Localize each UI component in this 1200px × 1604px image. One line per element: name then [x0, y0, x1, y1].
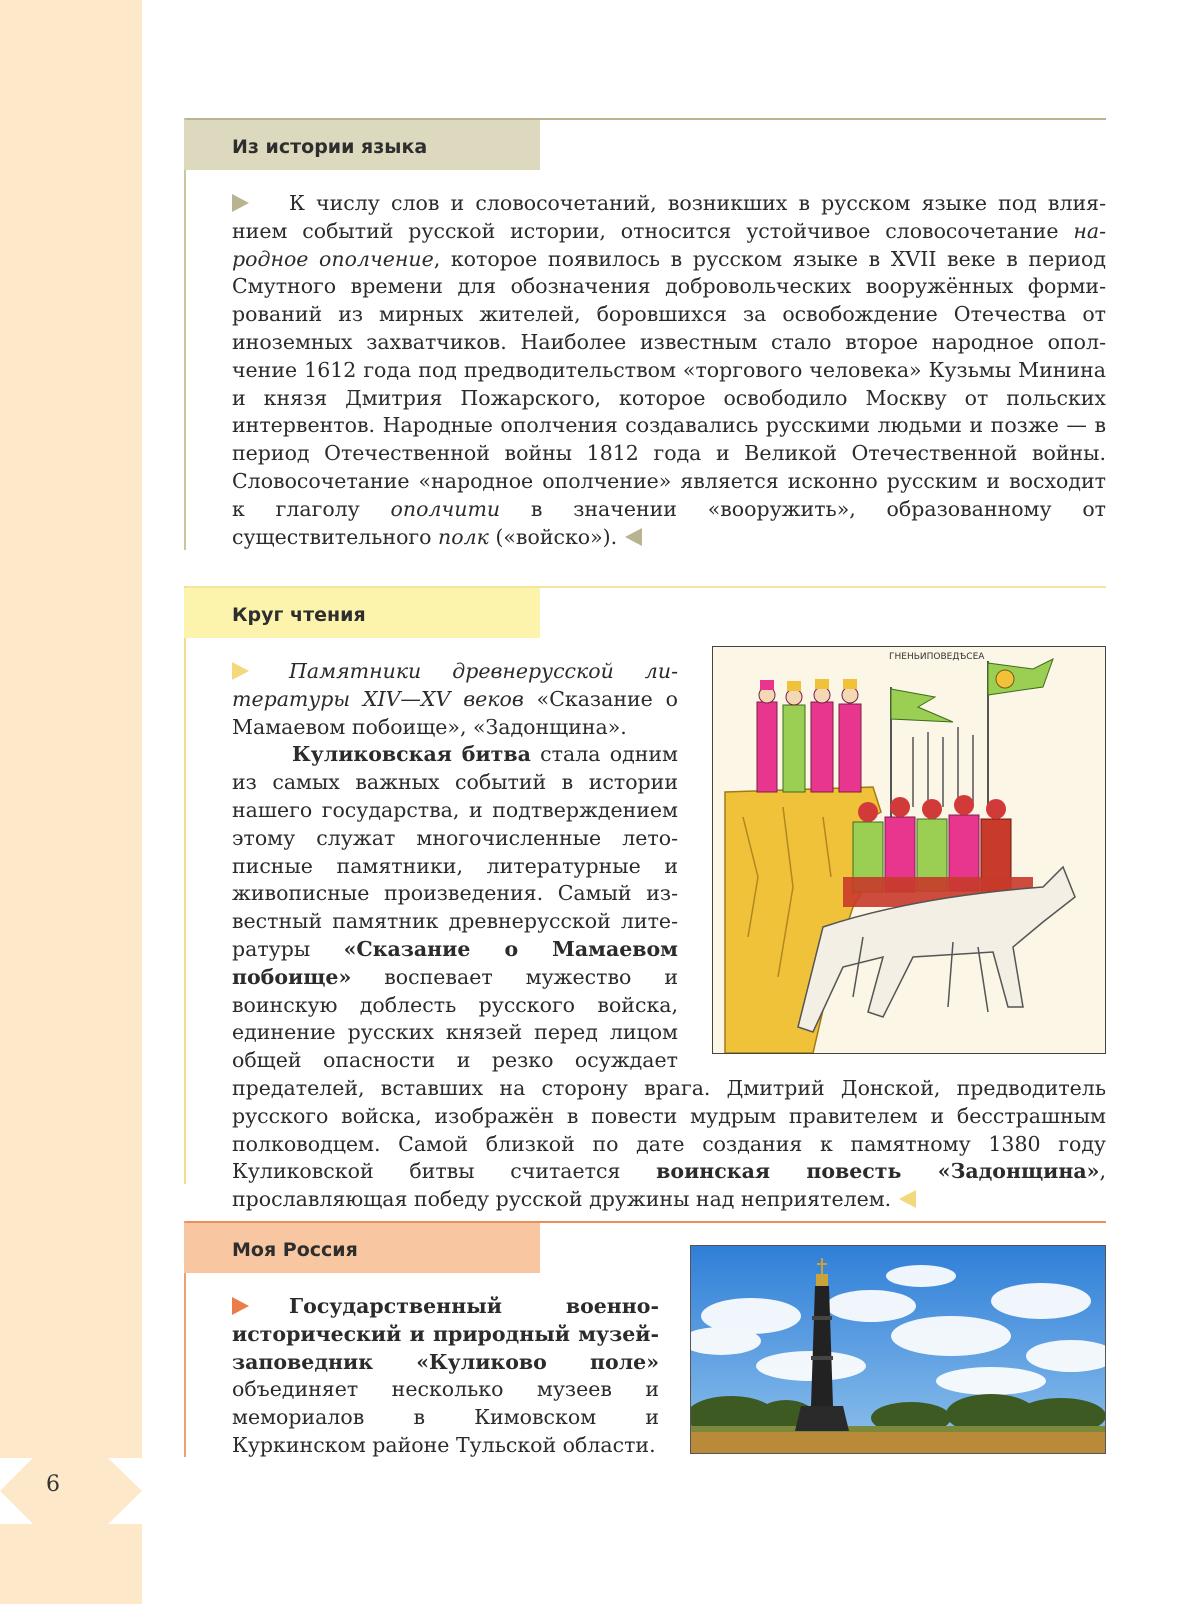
kulikovo-monument-photo	[690, 1245, 1106, 1454]
start-marker-icon	[232, 1297, 249, 1315]
start-marker-icon	[232, 194, 249, 212]
history-of-language-section	[184, 118, 1106, 550]
section-body-text: К числу слов и словосочетаний, возникших в русском языке под влиянием событий русской истории, относится устойчивое словосочетание народное ополчение, которое появилось в русском языке в XVII веке в период Смутного времени для обозначения добровольческих вооружённых формирований из мирных жителей, боровшихся за освобождение Отечества от иноземных захватчиков. Наиболее известным стало второе народное ополчение 1612 года под предводительством «торгового человека» Кузьмы Минина и князя Дмитрия Пожарского, которое освободило Москву от польских интервентов. Народные ополчения создавались русскими людьми и позже — в период Отечественной войны 1812 года и Великой Отечественной войны. Словосочетание «народное ополчение» является исконно русским и восходит к глаголу ополчити в значении «вооружить», образованному от существительного полк («войско»).	[232, 191, 1107, 549]
reading-circle-section	[184, 586, 1106, 1212]
section-left-rule	[184, 586, 186, 1184]
section-title-tab	[184, 588, 540, 638]
chronicle-miniature-illustration	[712, 646, 1106, 1054]
section-title-tab	[184, 120, 540, 170]
section-title: Круг чтения	[232, 604, 366, 626]
start-marker-icon	[232, 662, 249, 680]
section-title-tab	[184, 1223, 540, 1273]
page-number: 6	[46, 1472, 60, 1497]
section-body-text: Государственный военно-исторический и природный музей-заповедник «Куликово поле» объединяет несколько музеев и мемориалов в Кимовском и Куркинском районе Тульской области.	[232, 1294, 659, 1457]
svg-text:ГНЕНЬИПОВЕДѢСЕА: ГНЕНЬИПОВЕДѢСЕА	[889, 652, 985, 662]
section-title: Моя Россия	[232, 1239, 358, 1261]
end-marker-icon	[899, 1190, 916, 1208]
section-title: Из истории языка	[232, 136, 428, 158]
my-russia-section	[184, 1221, 1106, 1457]
page-margin-strip	[0, 0, 142, 1604]
section-body-text: ГНЕНЬИПОВЕДѢСЕА Памятники древнерусской литературы XIV—XV веков «Сказание о Мамаевом побоище», «Задонщина». Куликовская битва стала одним из самых важных событий в истории нашего государства, и подтверждением этому служат многочисленные летописные памятники, литературные и живописные произведения. Самый известный памятник древнерусской литературы «Сказание о Мамаевом побоище» воспевает мужество и воинскую доблесть русского войска, единение русских князей перед лицом общей опасности и резко осуждает предателей, вставших на сторону врага. Дмитрий Донской, предводитель русского войска, изображён в повести мудрым правителем и бесстрашным полководцем. Самой близкой по дате создания к памятному 1380 году Куликовской битвы считается воинская повесть «Задонщина», прославляющая победу русской дружины над неприятелем.	[232, 658, 1106, 1214]
section-left-rule	[184, 118, 186, 550]
end-marker-icon	[625, 528, 642, 546]
page-number-ornament	[0, 1458, 142, 1524]
